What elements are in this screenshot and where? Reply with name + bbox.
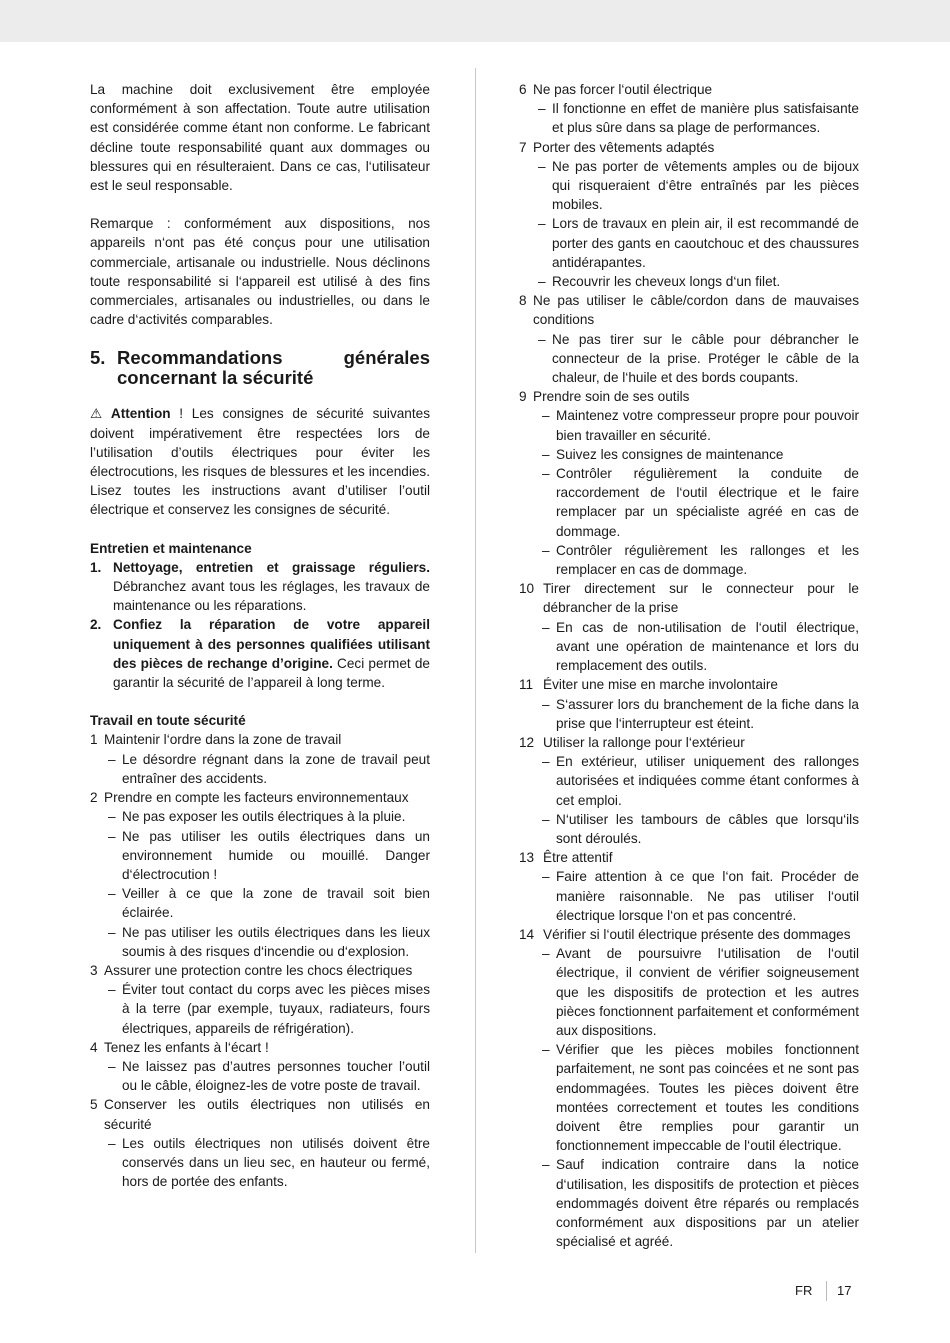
safety-item-text: Vérifier si l‘outil électrique présente des dommages <box>543 926 851 942</box>
safe-work-list <box>90 730 430 1191</box>
remark-paragraph: Remarque : conformément aux dispositions, nos appareils n‘ont pas été conçus pour une utilisation commerciale, artisanale ou industrielle. Nous déclinons toute responsabilité si l‘appareil est utilisé à des fins commerciales, artisanales ou industrielles, ou dans le cadre d‘activités comparables. <box>90 216 430 328</box>
attention-paragraph <box>90 404 430 519</box>
dash-bullet: – <box>542 946 550 962</box>
maintenance-item-number: 1. <box>90 559 102 575</box>
dash-bullet: – <box>108 924 116 940</box>
section-number: 5. <box>90 347 106 369</box>
dash-bullet: – <box>542 466 550 482</box>
safety-item-text: Ne pas forcer l‘outil électrique <box>533 82 713 97</box>
dash-bullet: – <box>538 274 546 290</box>
safety-sub-item <box>90 807 430 826</box>
attention-label: Attention <box>110 406 171 422</box>
safety-sub-text: Ne pas porter de vêtements amples ou de bijoux qui risqueraient d‘être entraînés par les pièces mobiles. <box>552 158 859 213</box>
safety-sub-text: Vérifier que les pièces mobiles fonctionnent parfaitement, ne sont pas coincées et ne sont pas endommagées. Toutes les pièces doivent être montées correctement et toutes les conditions doivent être remplies pour garantir un fonctionnement impeccable de l‘outil électrique. <box>556 1042 859 1154</box>
safety-item-number: 3 <box>90 962 98 978</box>
safety-sub-text: Ne pas utiliser les outils électriques dans un environnement humide ou mouillé. Danger d‘électrocution ! <box>122 828 430 882</box>
safety-sub-item <box>519 157 859 215</box>
safety-sub-text: Il fonctionne en effet de manière plus satisfaisante et plus sûre dans sa plage de performances. <box>552 101 859 136</box>
safety-item-number: 14 <box>519 926 535 942</box>
safety-item-text: Utiliser la rallonge pour l‘extérieur <box>543 734 745 750</box>
right-column <box>519 80 859 1251</box>
left-column <box>90 80 430 1191</box>
maintenance-item <box>90 558 430 616</box>
dash-bullet: – <box>108 751 116 767</box>
safety-item-number: 2 <box>90 790 98 806</box>
safety-item-title <box>519 387 859 406</box>
dash-bullet: – <box>542 754 550 770</box>
safety-sub-text: Lors de travaux en plein air, il est recommandé de porter des gants en caoutchouc et des chaussures antidérapantes. <box>552 216 859 270</box>
safety-sub-item <box>90 827 430 885</box>
safety-item-text: Éviter une mise en marche involontaire <box>543 677 778 693</box>
safety-item-number: 10 <box>519 581 535 597</box>
safety-sub-text: Suivez les consignes de maintenance <box>556 446 784 462</box>
safety-sub-item <box>519 99 859 137</box>
dash-bullet: – <box>542 869 550 885</box>
footer-language: FR <box>795 1283 813 1298</box>
safety-sub-item <box>519 1040 859 1155</box>
safety-item-number: 1 <box>90 732 98 748</box>
safety-sub-text: Recouvrir les cheveux longs d‘un filet. <box>552 274 781 290</box>
safety-item-number: 5 <box>90 1097 98 1113</box>
safety-sub-item <box>90 884 430 922</box>
safety-sub-text: Ne laissez pas d’autres personnes toucher l’outil ou le câble, éloignez-les de votre poste de travail. <box>122 1058 430 1094</box>
safety-sub-item <box>90 750 430 788</box>
dash-bullet: – <box>542 1042 550 1058</box>
safety-sub-item <box>519 445 859 464</box>
safety-sub-text: Ne pas utiliser les outils électriques dans les lieux soumis à des risques d‘incendie ou d‘explosion. <box>122 924 430 959</box>
dash-bullet: – <box>542 696 550 712</box>
safety-item-text: Conserver les outils électriques non utilisés en sécurité <box>104 1097 430 1132</box>
dash-bullet: – <box>108 1058 116 1074</box>
attention-text: ! Les consignes de sécurité suivantes doivent impérativement être respectées lors de l’utilisation d’outils électriques pour éviter les électrocutions, les risques de blessures et les incendies. Lisez toutes les instructions avant d’utiliser l’outil électrique et conservez les consignes de sécurité. <box>90 406 430 518</box>
section-heading <box>90 348 430 388</box>
safety-sub-text: Veiller à ce que la zone de travail soit bien éclairée. <box>122 886 430 921</box>
safety-item-text: Tenez les enfants à l‘écart ! <box>104 1039 269 1055</box>
safety-sub-item <box>519 464 859 541</box>
dash-bullet: – <box>542 619 550 635</box>
safety-sub-item <box>90 1057 430 1095</box>
safety-item-text: Être attentif <box>543 850 613 866</box>
safety-sub-item <box>90 1134 430 1192</box>
safety-item-title <box>519 733 859 752</box>
dash-bullet: – <box>542 446 550 462</box>
dash-bullet: – <box>542 1157 550 1173</box>
safety-sub-text: Le désordre régnant dans la zone de travail peut entraîner des accidents. <box>122 751 430 786</box>
safety-item-title <box>519 138 859 157</box>
section-title-word-1: Recommandations <box>117 347 283 369</box>
maintenance-list <box>90 558 430 692</box>
safety-item-title <box>519 848 859 867</box>
page-number: 17 <box>837 1283 852 1298</box>
dash-bullet: – <box>108 982 116 998</box>
top-bar <box>0 0 950 42</box>
safety-item-number: 7 <box>519 139 527 155</box>
dash-bullet: – <box>542 408 550 424</box>
safety-sub-text: Contrôler régulièrement la conduite de raccordement de l‘outil électrique et le faire remplacer par un spécialiste agréé en cas de dommage. <box>556 466 859 539</box>
safety-item-title <box>519 579 859 617</box>
safety-sub-text: Ne pas exposer les outils électriques à la pluie. <box>122 809 406 825</box>
safety-sub-text: Éviter tout contact du corps avec les pièces mises à la terre (par exemple, tuyaux, radiateurs, fours électriques, appareils de réfrigération). <box>122 982 430 1036</box>
safety-sub-text: En cas de non-utilisation de l‘outil électrique, avant une opération de maintenance et lors du remplacement des outils. <box>556 619 859 674</box>
safety-sub-text: Contrôler régulièrement les rallonges et les remplacer en cas de dommage. <box>556 542 859 578</box>
safety-item-title <box>90 961 430 980</box>
safety-item-number: 8 <box>519 293 527 309</box>
dash-bullet: – <box>108 886 116 902</box>
safety-sub-item <box>519 752 859 810</box>
safety-item-title <box>90 1095 430 1133</box>
safety-item-title <box>519 80 859 99</box>
safety-item-title <box>519 675 859 694</box>
maintenance-item-number: 2. <box>90 617 102 633</box>
safety-sub-text: Maintenez votre compresseur propre pour pouvoir bien travailler en sécurité. <box>556 408 859 443</box>
safety-sub-item <box>519 944 859 1040</box>
safety-item-text: Ne pas utiliser le câble/cordon dans de mauvaises conditions <box>533 293 859 328</box>
dash-bullet: – <box>108 1135 116 1151</box>
maintenance-item-bold: Confiez la réparation de votre appareil uniquement à des personnes qualifiées utilisant des pièces de rechange d’origine. <box>113 617 430 671</box>
safety-sub-item <box>519 214 859 272</box>
safety-item-title <box>90 1038 430 1057</box>
safety-sub-item <box>90 980 430 1038</box>
safe-work-heading: Travail en toute sécurité <box>90 713 246 729</box>
safety-item-number: 11 <box>519 677 534 693</box>
safety-sub-item <box>519 330 859 388</box>
maintenance-item-text: Débranchez avant tous les réglages, les travaux de maintenance ou les réparations. <box>113 579 430 614</box>
safety-item-text: Assurer une protection contre les chocs électriques <box>104 962 413 978</box>
safety-sub-item <box>519 406 859 444</box>
dash-bullet: – <box>542 542 550 558</box>
safety-item-title <box>519 925 859 944</box>
safety-item-text: Prendre soin de ses outils <box>533 389 690 405</box>
safety-sub-text: Sauf indication contraire dans la notice d‘utilisation, les dispositifs de protection et pièces endommagés doivent être réparés ou remplacés conformément aux dispositions par un atelier spécialisé et agréé. <box>556 1157 859 1250</box>
dash-bullet: – <box>108 828 116 844</box>
dash-bullet: – <box>538 331 546 347</box>
safety-sub-item <box>519 810 859 848</box>
safety-item-number: 9 <box>519 389 527 405</box>
safety-item-title <box>90 788 430 807</box>
maintenance-item-text: Ceci permet de garantir la sécurité de l’appareil à long terme. <box>113 655 430 691</box>
maintenance-heading: Entretien et maintenance <box>90 540 252 556</box>
safety-sub-item <box>519 618 859 676</box>
warning-icon: ⚠ <box>90 406 103 422</box>
safety-sub-text: En extérieur, utiliser uniquement des rallonges autorisées et indiquées comme étant conformes à cet emploi. <box>556 754 859 808</box>
safety-item-title <box>519 291 859 329</box>
safety-sub-text: N‘utiliser les tambours de câbles que lorsqu‘ils sont déroulés. <box>556 811 859 846</box>
dash-bullet: – <box>542 811 550 827</box>
safety-item-number: 12 <box>519 734 535 750</box>
safety-sub-item <box>519 272 859 291</box>
section-title-word-2: générales <box>343 347 430 369</box>
safety-item-title <box>90 730 430 749</box>
maintenance-item-bold: Nettoyage, entretien et graissage réguliers. <box>113 559 430 575</box>
safety-item-text: Prendre en compte les facteurs environnementaux <box>104 790 409 806</box>
safety-item-number: 6 <box>519 82 527 97</box>
footer-separator <box>826 1281 827 1301</box>
safety-item-number: 13 <box>519 850 535 866</box>
safety-item-number: 4 <box>90 1039 98 1055</box>
safety-sub-text: Avant de poursuivre l‘utilisation de l‘outil électrique, il convient de vérifier soigneusement que les dispositifs de protection et les autres pièces fonctionnent parfaitement et conformément aux dispositions. <box>556 946 859 1038</box>
safety-sub-item <box>519 541 859 579</box>
intro-paragraph: La machine doit exclusivement être employée conformément à son affectation. Toute autre utilisation est considérée comme étant non conforme. Le fabricant décline toute responsabilité quant aux dommages ou blessures qui en résulteraient. Dans ce cas, l‘utilisateur est le seul responsable. <box>90 82 430 194</box>
safety-item-text: Tirer directement sur le connecteur pour le débrancher de la prise <box>543 581 859 616</box>
safety-sub-text: Faire attention à ce que l‘on fait. Procéder de manière raisonnable. Ne pas utiliser l‘outil électrique lorsque l‘on et pas concentré. <box>556 869 859 923</box>
safety-sub-item <box>519 695 859 733</box>
safety-sub-item <box>90 923 430 961</box>
dash-bullet: – <box>538 158 546 174</box>
dash-bullet: – <box>108 809 116 825</box>
safety-sub-text: Les outils électriques non utilisés doivent être conservés dans un lieu sec, en hauteur ou fermé, hors de portée des enfants. <box>122 1135 430 1190</box>
maintenance-item <box>90 615 430 692</box>
right-safety-list <box>519 80 859 1251</box>
section-title-line-2: concernant la sécurité <box>117 367 314 389</box>
safety-item-text: Maintenir l‘ordre dans la zone de travail <box>104 732 342 748</box>
safety-sub-item <box>519 1155 859 1251</box>
column-divider <box>475 68 476 1253</box>
safety-sub-text: S‘assurer lors du branchement de la fiche dans la prise que l‘interrupteur est éteint. <box>556 696 859 731</box>
dash-bullet: – <box>538 216 546 232</box>
safety-sub-item <box>519 867 859 925</box>
safety-sub-text: Ne pas tirer sur le câble pour débrancher le connecteur de la prise. Protéger le câble de la chaleur, de l‘huile et des bords coupants. <box>552 331 859 386</box>
dash-bullet: – <box>538 101 546 117</box>
safety-item-text: Porter des vêtements adaptés <box>533 139 715 155</box>
